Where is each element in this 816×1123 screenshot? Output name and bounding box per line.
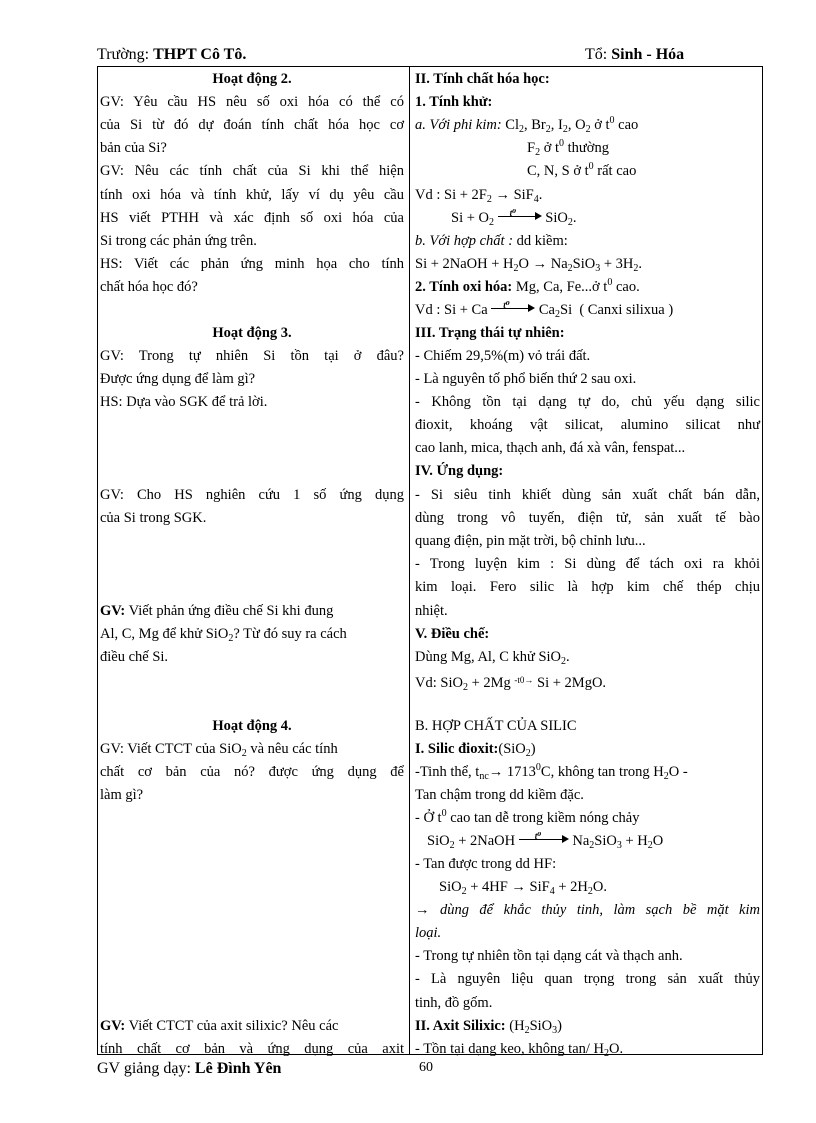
activity-2-title: Hoạt động 2. (212, 71, 292, 87)
department-name: Sinh - Hóa (611, 46, 685, 63)
content-line: loại. (415, 925, 442, 941)
content-line: Tan chậm trong dd kiềm đặc. (415, 787, 584, 803)
activity-2-line: HS viết PTHH và xác định số oxi hóa của (100, 210, 404, 226)
content-line: kim loại. Fero silic là hợp kim chế thép chịu (415, 579, 760, 595)
equation: $Si + O_2$ t⁰ SiO$_2$. (451, 208, 577, 228)
content-line: dùng trong vô tuyến, điện tử, sản xuất tế bào (415, 510, 760, 526)
activity-3-line: GV: Cho HS nghiên cứu 1 số ứng dụng (100, 487, 404, 503)
arrow-icon: t⁰ (491, 303, 535, 313)
content-line: - Ở $t^0$ cao tan dễ trong kiềm nóng chảy (415, 808, 640, 826)
subsection-heading: 2. Tính oxi hóa: Mg, Ca, Fe...ở $t^0$ cao. (415, 277, 640, 295)
activity-4-line: GV: Viết CTCT của axit silixic? Nêu các (100, 1018, 339, 1034)
activity-2-line: bản của Si? (100, 140, 167, 156)
equation: Vd: SiO$_2$ + 2Mg $^{-t0\to}$ Si + 2MgO. (415, 675, 607, 693)
lesson-table (97, 66, 763, 1059)
activity-4-title: Hoạt động 4. (212, 718, 292, 734)
section-heading: III. Trạng thái tự nhiên: (415, 325, 565, 341)
activity-3-line: của Si trong SGK. (100, 510, 207, 526)
activity-2-line: của Si từ đó dự đoán tính chất hóa học cơ (100, 117, 404, 133)
subsection-heading: I. Silic đioxit:(SiO$_2$) (415, 741, 536, 759)
content-line: cao lanh, mica, thạch anh, đá xà vân, fenspat... (415, 440, 686, 456)
page-header (97, 44, 707, 67)
content-line: - Tồn tại dạng keo, không tan/ $H_2O$. (415, 1041, 624, 1059)
content-line: - Trong tự nhiên tồn tại dạng cát và thạch anh. (415, 948, 683, 964)
section-heading: IV. Ứng dụng: (415, 463, 504, 479)
equation: SiO$_2$ + 2NaOH t⁰ $Na_2SiO_3 + H_2O$ (427, 831, 664, 851)
content-line: - Không tồn tại dạng tự do, chủ yếu dạng silic (415, 394, 760, 410)
activity-3-title: Hoạt động 3. (212, 325, 292, 341)
activity-3-line: GV: Viết phản ứng điều chế Si khi đung (100, 603, 334, 619)
activity-2-line: GV: Yêu cầu HS nêu số oxi hóa có thể có (100, 94, 404, 110)
activity-3-line: điều chế Si. (100, 649, 169, 665)
content-line: → dùng để khắc thủy tinh, làm sạch bề mặt kim (415, 902, 760, 918)
activity-2-line: chất hóa học đó? (100, 279, 198, 295)
department-line: Tổ: Sinh - Hóa (585, 46, 685, 63)
activity-2-line: GV: Nêu các tính chất của Si khi thể hiện (100, 163, 404, 179)
arrow-icon: t⁰ (498, 211, 542, 221)
content-line: $F_2$ ở $t^0$ thường (527, 138, 609, 158)
subsection-heading: 1. Tính khử: (415, 94, 493, 110)
activity-4-line: tính chất cơ bản và ứng dụng của axit (100, 1041, 404, 1057)
activity-3-line: Al, C, Mg để khử SiO$_2$? Từ đó suy ra cách (100, 626, 347, 644)
page-footer (97, 1060, 707, 1078)
content-line: tinh, đồ gốm. (415, 995, 493, 1011)
content-line: - Chiếm 29,5%(m) vỏ trái đất. (415, 348, 591, 364)
arrow-icon: t⁰ (519, 834, 569, 844)
content-line: đioxit, khoáng vật silicat, alumino silicat như (415, 417, 760, 433)
activity-2-line: HS: Viết các phản ứng minh họa cho tính (100, 256, 404, 272)
subsection-heading: II. Axit Silixic: $(H_2SiO_3)$ (415, 1018, 562, 1036)
content-line: quang điện, pin mặt trời, bộ chỉnh lưu... (415, 533, 646, 549)
equation: Vd : Si + Ca t⁰ $Ca_2Si$ ( Canxi silixua ) (415, 300, 674, 320)
content-line: Dùng Mg, Al, C khử SiO$_2$. (415, 649, 570, 667)
page-number: 60 (419, 1060, 433, 1075)
content-line: b. Với hợp chất : dd kiềm: (415, 233, 568, 249)
content-line: - Là nguyên liệu quan trọng trong sản xuất thủy (415, 971, 760, 987)
activity-4-line: GV: Viết CTCT của SiO$_2$ và nêu các tính (100, 741, 338, 759)
content-line: -Tinh thể, $t_{nc}\to 1713^0C$, không tan trong $H_2O$ - (415, 762, 688, 782)
school-line: Trường: THPT Cô Tô. (97, 46, 247, 63)
teacher-name: Lê Đình Yên (194, 1060, 282, 1077)
activity-2-line: tính oxi hóa và tính khử, lấy ví dụ yêu cầu (100, 187, 404, 203)
equation: $SiO_2 + 4HF \to SiF_4 + 2H_2O$. (439, 879, 607, 897)
content-line: a. Với phi kim: $Cl_2$, $Br_2$, $I_2$, $O_2$ ở $t^0$ cao (415, 115, 639, 135)
activity-4-line: làm gì? (100, 787, 144, 803)
school-name: THPT Cô Tô. (153, 46, 247, 63)
equation: Si + 2NaOH + $H_2O \to Na_2SiO_3 + 3H_2$. (415, 256, 643, 274)
equation: Vd : $Si + 2F_2 \to SiF_4$. (415, 187, 543, 205)
content-line: nhiệt. (415, 603, 448, 619)
content-line: - Si siêu tinh khiết dùng sản xuất chất bán dẫn, (415, 487, 760, 503)
activity-3-line: HS: Dựa vào SGK để trả lời. (100, 394, 268, 410)
section-heading: V. Điều chế: (415, 626, 490, 642)
content-line: - Là nguyên tố phổ biến thứ 2 sau oxi. (415, 371, 637, 387)
activity-4-line: chất cơ bản của nó? được ứng dụng để (100, 764, 404, 780)
activity-3-line: Được ứng dụng để làm gì? (100, 371, 256, 387)
content-line: C, N, S ở $t^0$ rất cao (527, 161, 637, 179)
content-line: - Trong luyện kim : Si dùng để tách oxi ra khỏi (415, 556, 760, 572)
activity-2-line: Si trong các phản ứng trên. (100, 233, 257, 249)
content-line: - Tan được trong dd HF: (415, 856, 557, 872)
column-divider (409, 67, 410, 1054)
section-heading: II. Tính chất hóa học: (415, 71, 550, 87)
section-heading: B. HỢP CHẤT CỦA SILIC (415, 718, 577, 734)
activity-3-line: GV: Trong tự nhiên Si tồn tại ở đâu? (100, 348, 404, 364)
teacher-label: GV giảng dạy: (97, 1060, 191, 1077)
